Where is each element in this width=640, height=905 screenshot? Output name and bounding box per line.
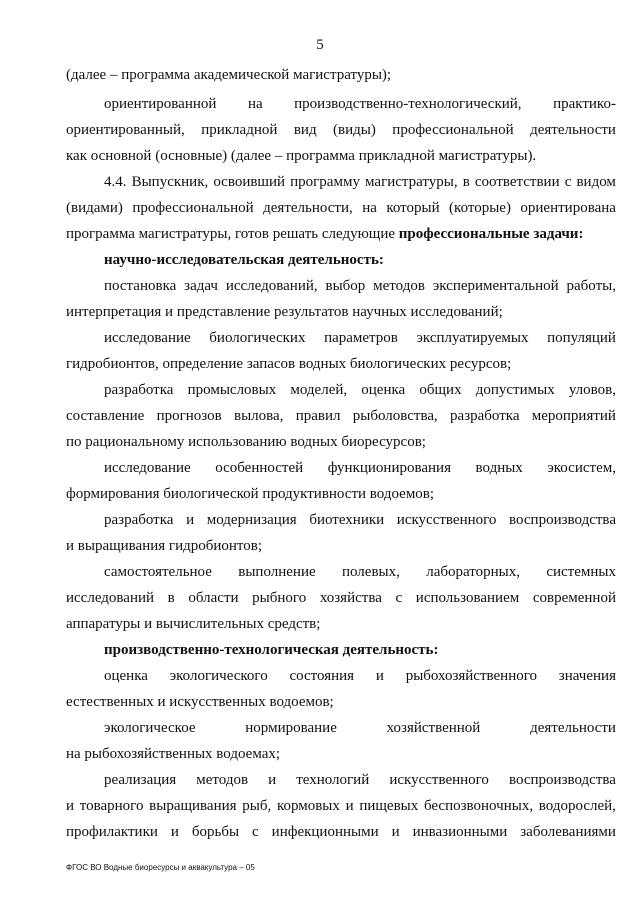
word: работы, [566, 278, 616, 294]
text-line-justified [104, 563, 616, 581]
word: вид [293, 122, 317, 138]
word: эксплуатируемых [416, 330, 529, 346]
word: и [391, 824, 400, 840]
word: рыбного [252, 590, 307, 606]
text-line: аппаратуры и вычислительных средств; [66, 616, 321, 632]
word: модернизация [206, 512, 297, 528]
word: профилактики [66, 824, 158, 840]
word: выполнение [238, 564, 316, 580]
word: рыбохозяйственного [405, 668, 538, 684]
word: составление [66, 408, 145, 424]
text-line-justified [66, 589, 616, 607]
word: практико- [553, 96, 616, 112]
word: искусственного [389, 772, 489, 788]
word: особенностей [215, 460, 304, 476]
text-line-justified [104, 511, 616, 529]
word: технологий [296, 772, 370, 788]
word: исследование [104, 330, 191, 346]
word: освоивший [213, 174, 286, 190]
text-line-justified [104, 329, 616, 347]
word: борьбы [191, 824, 240, 840]
word: программу [290, 174, 360, 190]
word: исследований [66, 590, 155, 606]
word: магистратуры, [365, 174, 458, 190]
text-line: (далее – программа академической магистратуры); [66, 67, 392, 83]
word: значения [558, 668, 616, 684]
text-line-justified [66, 407, 616, 425]
word: Выпускник, [131, 174, 209, 190]
word: кормовых [276, 798, 340, 814]
text-line: естественных и искусственных водоемов; [66, 694, 334, 710]
word: профессиональной [392, 122, 514, 138]
word: мероприятий [531, 408, 616, 424]
word: водорослей, [538, 798, 616, 814]
text-line: по рациональному использованию водных биоресурсов; [66, 434, 426, 450]
word: методов [196, 772, 249, 788]
text-line-justified [66, 797, 616, 815]
word: использованием [415, 590, 520, 606]
text-line-justified [104, 459, 616, 477]
word: ориентированной [104, 96, 217, 112]
text-line-justified [66, 121, 616, 139]
word: исследование [104, 460, 191, 476]
word: самостоятельное [104, 564, 212, 580]
word: с [395, 590, 403, 606]
word: исследований, [225, 278, 318, 294]
word: уловов, [568, 382, 616, 398]
word: системных [546, 564, 616, 580]
word: товарного [79, 798, 144, 814]
word: экосистем, [547, 460, 616, 476]
word: (виды) [333, 122, 376, 138]
word: методов [373, 278, 425, 294]
word: и [170, 824, 179, 840]
word: заболеваниями [520, 824, 616, 840]
text-line-justified [104, 719, 616, 737]
text-fragment: программа магистратуры, готов решать следующие [66, 226, 396, 242]
text-line-justified [104, 277, 616, 295]
word: прогнозов [156, 408, 222, 424]
word: и [268, 772, 277, 788]
text-line: гидробионтов, определение запасов водных биологических ресурсов; [66, 356, 512, 372]
word: реализация [104, 772, 177, 788]
word: параметров [324, 330, 398, 346]
word: и [345, 798, 354, 814]
word: рыб, [242, 798, 272, 814]
word: моделей, [290, 382, 348, 398]
word: популяций [547, 330, 616, 346]
word: который [386, 200, 440, 216]
word: с [252, 824, 259, 840]
word: (видами) [66, 200, 123, 216]
word: биологических [209, 330, 306, 346]
word: инвазионными [412, 824, 508, 840]
page-number: 5 [316, 37, 324, 53]
word: вылова, [234, 408, 284, 424]
word: функционирования [327, 460, 451, 476]
word: экологическое [104, 720, 196, 736]
word: деятельности [530, 720, 616, 736]
word: производственно-технологический, [294, 96, 522, 112]
section-heading: научно-исследовательская деятельность: [104, 252, 384, 268]
text-line-justified [104, 771, 616, 789]
word: экологического [169, 668, 268, 684]
word: (которые) [449, 200, 511, 216]
word: деятельности [530, 122, 616, 138]
word: на [362, 200, 377, 216]
word: лабораторных, [426, 564, 520, 580]
word: современной [532, 590, 616, 606]
word: ориентированный, [66, 122, 185, 138]
word: задач [184, 278, 218, 294]
word: с [564, 174, 572, 190]
footer-note: ФГОС ВО Водные биоресурсы и аквакультура – 05 [66, 863, 255, 872]
word: пищевых [359, 798, 419, 814]
word: хозяйства [319, 590, 382, 606]
word: воспроизводства [509, 772, 616, 788]
word: деятельности, [263, 200, 353, 216]
word: инфекционными [271, 824, 379, 840]
word: беспозвоночных, [423, 798, 534, 814]
word: выращивания [149, 798, 237, 814]
word: состояния [289, 668, 355, 684]
word: соответствии [474, 174, 560, 190]
word: в [462, 174, 470, 190]
word: видом [576, 174, 616, 190]
text-line-justified [104, 173, 616, 191]
word: биотехники [309, 512, 385, 528]
word: в [167, 590, 175, 606]
text-line: как основной (основные) (далее – программа прикладной магистратуры). [66, 148, 537, 164]
word: и [186, 512, 195, 528]
text-line-justified [104, 95, 616, 113]
word: полевых, [341, 564, 400, 580]
word: воспроизводства [509, 512, 616, 528]
word: нормирование [245, 720, 337, 736]
word: хозяйственной [386, 720, 481, 736]
word: правил [295, 408, 341, 424]
section-heading: производственно-технологическая деятельность: [104, 642, 439, 658]
text-line-justified [66, 823, 616, 841]
bold-heading: профессиональные задачи: [398, 226, 584, 242]
word: и [375, 668, 384, 684]
word: ориентирована [520, 200, 616, 216]
word: разработка [450, 408, 520, 424]
text-line: на рыбохозяйственных водоемах; [66, 746, 281, 762]
word: разработка [104, 382, 174, 398]
word: рыболовства, [352, 408, 438, 424]
text-line [66, 225, 583, 243]
word: на [247, 96, 263, 112]
word: разработка [104, 512, 174, 528]
word: выбор [325, 278, 366, 294]
word: 4.4. [104, 174, 127, 190]
word: постановка [104, 278, 177, 294]
word: профессиональной [132, 200, 254, 216]
word: и [66, 798, 75, 814]
word: допустимых [475, 382, 555, 398]
word: прикладной [201, 122, 278, 138]
word: экспериментальной [432, 278, 559, 294]
text-line-justified [104, 381, 616, 399]
word: области [188, 590, 239, 606]
text-line: формирования биологической продуктивности водоемов; [66, 486, 435, 502]
word: водных [475, 460, 523, 476]
word: оценка [104, 668, 148, 684]
word: общих [419, 382, 462, 398]
text-line: интерпретация и представление результатов научных исследований; [66, 304, 503, 320]
text-line-justified [66, 199, 616, 217]
word: искусственного [396, 512, 497, 528]
text-line: и выращивания гидробионтов; [66, 538, 263, 554]
word: оценка [361, 382, 406, 398]
word: промысловых [187, 382, 277, 398]
text-line-justified [104, 667, 616, 685]
